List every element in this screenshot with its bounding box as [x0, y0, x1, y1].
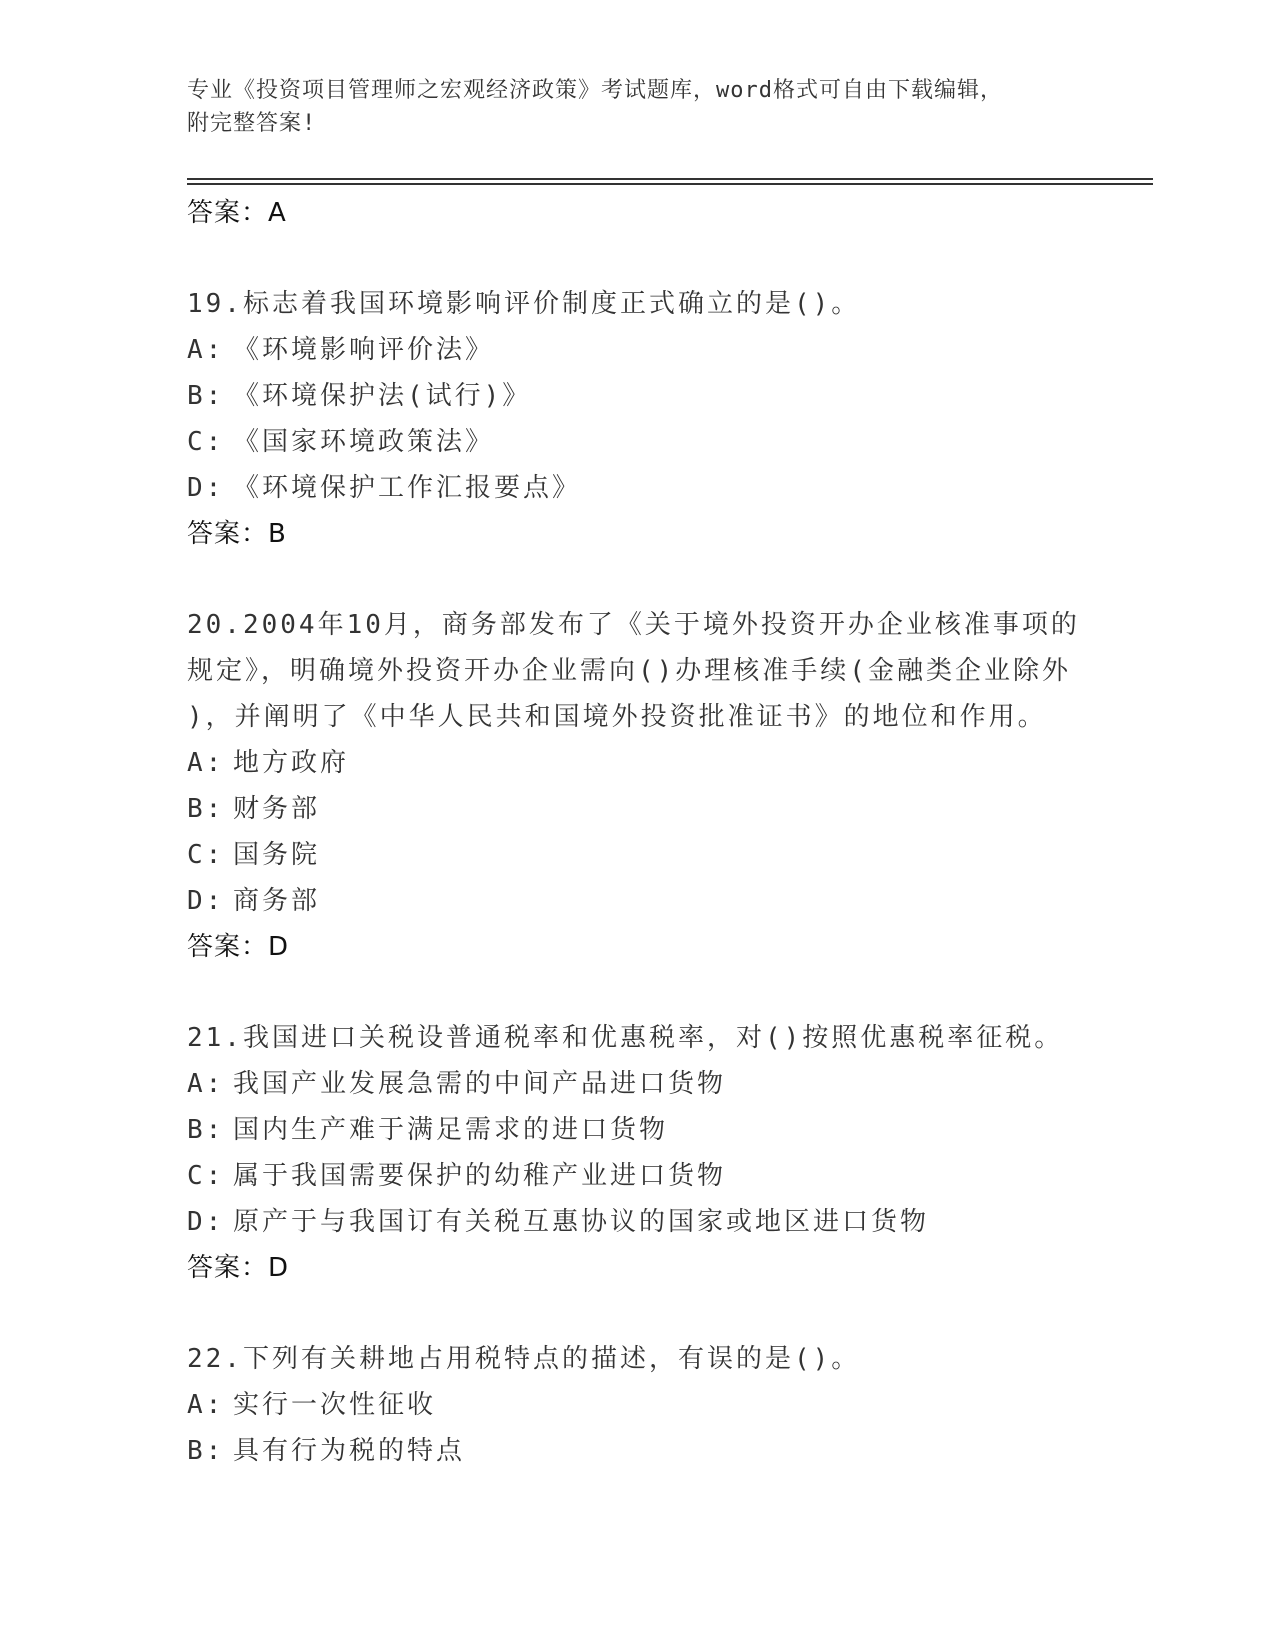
- answer-line: 答案：D: [187, 1253, 290, 1283]
- option-text: 国务院: [233, 840, 321, 870]
- option-d: [187, 878, 1087, 924]
- option-text: 《国家环境政策法》: [233, 427, 495, 457]
- header-rule-top: [187, 178, 1153, 180]
- option-letter: B:: [187, 1115, 225, 1145]
- option-a: [187, 1061, 1087, 1107]
- document-header: [187, 74, 1067, 140]
- option-text: 地方政府: [233, 748, 350, 778]
- option-text: 具有行为税的特点: [233, 1436, 466, 1466]
- option-text: 《环境保护工作汇报要点》: [233, 473, 582, 503]
- option-letter: C:: [187, 427, 225, 457]
- question-stem-line-1: 20.2004年10月，商务部发布了《关于境外投资开办企业核准事项的: [187, 610, 1080, 640]
- option-text: 我国产业发展急需的中间产品进口货物: [233, 1069, 727, 1099]
- question-20: [187, 602, 1087, 970]
- option-letter: A:: [187, 335, 225, 365]
- option-letter: D:: [187, 1207, 225, 1237]
- option-letter: A:: [187, 1069, 225, 1099]
- option-letter: D:: [187, 473, 225, 503]
- question-19: [187, 281, 1087, 557]
- option-letter: B:: [187, 1436, 225, 1466]
- question-21: [187, 1015, 1087, 1291]
- option-b: [187, 373, 1087, 419]
- option-b: [187, 1107, 1087, 1153]
- option-a: [187, 1382, 1087, 1428]
- answer-line: 答案：B: [187, 519, 287, 549]
- answer-line: 答案：D: [187, 932, 290, 962]
- option-b: [187, 1428, 1087, 1474]
- option-text: 原产于与我国订有关税互惠协议的国家或地区进口货物: [233, 1207, 930, 1237]
- question-stem-line-3: )，并阐明了《中华人民共和国境外投资批准证书》的地位和作用。: [187, 702, 1047, 732]
- header-rule-bottom: [187, 183, 1153, 185]
- option-letter: A:: [187, 1390, 225, 1420]
- option-letter: B:: [187, 381, 225, 411]
- question-stem-line-2: 规定》，明确境外投资开办企业需向()办理核准手续(金融类企业除外: [187, 656, 1071, 686]
- option-letter: B:: [187, 794, 225, 824]
- option-c: [187, 1153, 1087, 1199]
- question-stem: 21.我国进口关税设普通税率和优惠税率，对()按照优惠税率征税。: [187, 1023, 1064, 1053]
- option-b: [187, 786, 1087, 832]
- option-a: [187, 740, 1087, 786]
- header-line-2: 附完整答案!: [187, 111, 317, 136]
- option-text: 《环境影响评价法》: [233, 335, 495, 365]
- option-d: [187, 465, 1087, 511]
- option-letter: C:: [187, 840, 225, 870]
- option-letter: D:: [187, 886, 225, 916]
- answer-line: 答案：A: [187, 198, 287, 228]
- option-c: [187, 832, 1087, 878]
- option-text: 属于我国需要保护的幼稚产业进口货物: [233, 1161, 727, 1191]
- option-d: [187, 1199, 1087, 1245]
- option-letter: C:: [187, 1161, 225, 1191]
- option-text: 国内生产难于满足需求的进口货物: [233, 1115, 669, 1145]
- question-list: [187, 190, 1087, 1474]
- option-letter: A:: [187, 748, 225, 778]
- question-22: [187, 1336, 1087, 1474]
- option-a: [187, 327, 1087, 373]
- option-text: 商务部: [233, 886, 321, 916]
- option-text: 实行一次性征收: [233, 1390, 437, 1420]
- option-c: [187, 419, 1087, 465]
- question-stem: 22.下列有关耕地占用税特点的描述，有误的是()。: [187, 1344, 861, 1374]
- question-stem: 19.标志着我国环境影响评价制度正式确立的是()。: [187, 289, 861, 319]
- option-text: 《环境保护法(试行)》: [233, 381, 532, 411]
- option-text: 财务部: [233, 794, 321, 824]
- header-line-1: 专业《投资项目管理师之宏观经济政策》考试题库，word格式可自由下载编辑，: [187, 78, 1003, 103]
